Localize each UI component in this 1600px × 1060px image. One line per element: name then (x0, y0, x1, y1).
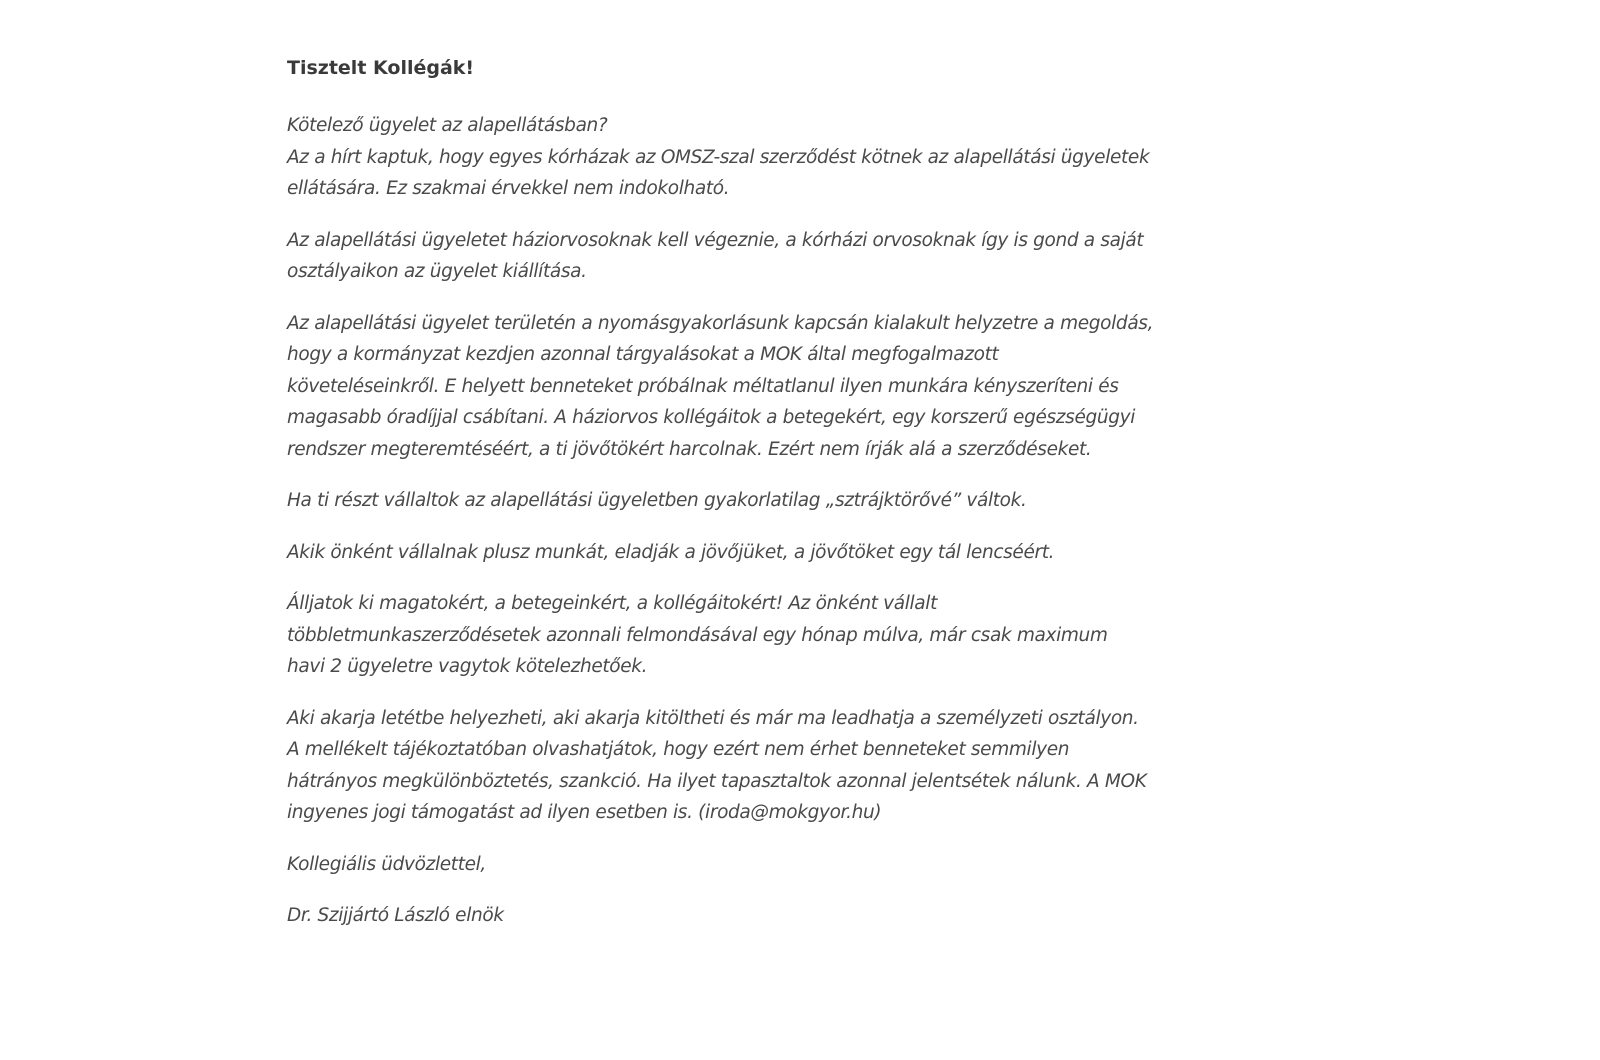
paragraph-line: hogy a kormányzat kezdjen azonnal tárgyalásokat a MOK által megfogalmazott (287, 344, 999, 365)
paragraph-line: magasabb óradíjjal csábítani. A háziorvos kollégáitok a betegekért, egy korszerű egészségügyi (287, 407, 1136, 428)
signature (287, 900, 1187, 932)
paragraph-line: Ha ti részt vállaltok az alapellátási ügyeletben gyakorlatilag „sztrájktörővé” váltok. (287, 490, 1027, 511)
paragraph-line: Dr. Szijjártó László elnök (287, 905, 504, 926)
paragraph-line: A mellékelt tájékoztatóban olvashatjátok, hogy ezért nem érhet benneteket semmilyen (287, 739, 1070, 760)
closing (287, 849, 1187, 881)
paragraph-volunteers (287, 537, 1187, 569)
paragraph-line: Az alapellátási ügyeletet háziorvosoknak kell végeznie, a kórházi orvosoknak így is gond a saját (287, 229, 1144, 251)
paragraph-line: Az alapellátási ügyelet területén a nyomásgyakorlásunk kapcsán kialakult helyzetre a megoldás, (287, 312, 1154, 334)
paragraph-strikebreaker (287, 485, 1187, 517)
paragraph-legal-support (287, 703, 1187, 829)
paragraph-gp-duty (287, 225, 1187, 288)
paragraph-line: hátrányos megkülönböztetés, szankció. Ha ilyet tapasztaltok azonnal jelentsétek nálunk. A MOK (287, 770, 1147, 792)
greeting: Tisztelt Kollégák! (287, 57, 475, 79)
paragraph-line: ingyenes jogi támogatást ad ilyen esetben is. (iroda@mokgyor.hu) (287, 802, 882, 823)
paragraph-line: rendszer megteremtéséért, a ti jövőtökért harcolnak. Ezért nem írják alá a szerződéseket. (287, 438, 1092, 460)
paragraph-line: Kollegiális üdvözlettel, (287, 853, 486, 875)
letter (287, 52, 1187, 952)
paragraph-line: Aki akarja letétbe helyezheti, aki akarja kitöltheti és már ma leadhatja a személyzeti osztályon. (287, 707, 1139, 729)
paragraph-intro (287, 110, 1187, 205)
paragraph-line: ellátására. Ez szakmai érvekkel nem indokolható. (287, 178, 730, 199)
paragraph-call-to-action (287, 588, 1187, 683)
paragraph-line: Kötelező ügyelet az alapellátásban? (287, 115, 608, 136)
paragraph-line: havi 2 ügyeletre vagytok kötelezhetőek. (287, 656, 648, 677)
paragraph-line: Álljatok ki magatokért, a betegeinkért, a kollégáitokért! Az önként vállalt (287, 593, 937, 614)
paragraph-line: Akik önként vállalnak plusz munkát, eladják a jövőjüket, a jövőtöket egy tál lencséért. (287, 541, 1055, 563)
paragraph-line: többletmunkaszerződésetek azonnali felmondásával egy hónap múlva, már csak maximum (287, 624, 1108, 646)
paragraph-line: Az a hírt kaptuk, hogy egyes kórházak az OMSZ-szal szerződést kötnek az alapellátási ügyeletek (287, 146, 1150, 168)
paragraph-line: osztályaikon az ügyelet kiállítása. (287, 261, 587, 282)
paragraph-line: követeléseinkről. E helyett benneteket próbálnak méltatlanul ilyen munkára kényszeríteni és (287, 375, 1119, 397)
paragraph-solution (287, 308, 1187, 466)
